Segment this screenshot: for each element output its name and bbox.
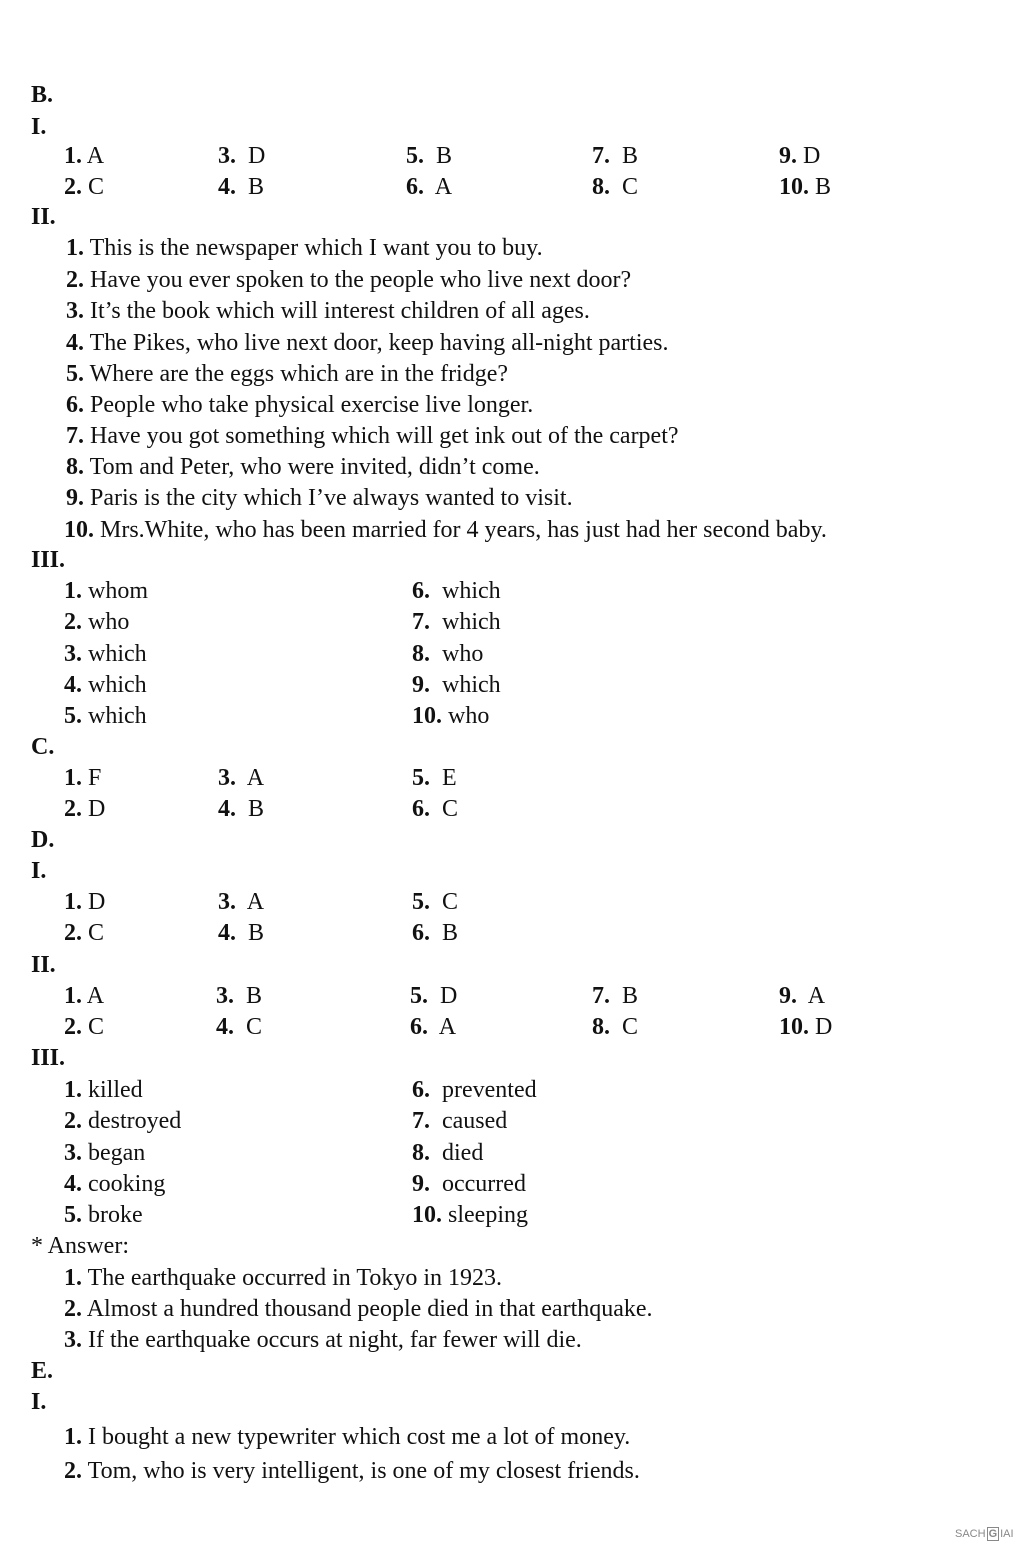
- list-item: 7. caused: [412, 1108, 508, 1134]
- list-item: 2. Tom, who is very intelligent, is one of my closest friends.: [64, 1458, 640, 1484]
- list-item: 1. F: [64, 765, 102, 791]
- list-item: 1. This is the newspaper which I want you to buy.: [66, 235, 543, 261]
- list-item: 2. who: [64, 609, 130, 635]
- list-item: 6. C: [412, 796, 459, 822]
- section-b-ii-heading: II.: [31, 204, 56, 230]
- watermark-prefix: SACH: [955, 1528, 986, 1540]
- list-item: 4. cooking: [64, 1171, 166, 1197]
- section-e-i-heading: I.: [31, 1389, 47, 1415]
- list-item: 2. D: [64, 796, 106, 822]
- answer-heading: * Answer:: [31, 1233, 129, 1259]
- list-item: 5. E: [412, 765, 457, 791]
- list-item: 4. which: [64, 672, 147, 698]
- section-c-heading: C.: [31, 734, 55, 760]
- list-item: 3. A: [218, 889, 265, 915]
- list-item: 8. died: [412, 1140, 484, 1166]
- list-item: 7. which: [412, 609, 501, 635]
- list-item: 6. B: [412, 920, 459, 946]
- list-item: 6. prevented: [412, 1077, 537, 1103]
- list-item: 2. C: [64, 174, 105, 200]
- list-item: 1. I bought a new typewriter which cost me a lot of money.: [64, 1424, 631, 1450]
- list-item: 5. C: [412, 889, 459, 915]
- list-item: 4. C: [216, 1014, 263, 1040]
- list-item: 4. The Pikes, who live next door, keep having all-night parties.: [66, 330, 669, 356]
- watermark-logo: [955, 1527, 1014, 1541]
- list-item: 4. B: [218, 796, 265, 822]
- list-item: 8. C: [592, 174, 639, 200]
- list-item: 3. It’s the book which will interest children of all ages.: [66, 298, 590, 324]
- list-item: 3. B: [216, 983, 263, 1009]
- list-item: 3. A: [218, 765, 265, 791]
- section-d-heading: D.: [31, 827, 55, 853]
- section-b-i-heading: I.: [31, 114, 47, 140]
- list-item: 4. B: [218, 174, 265, 200]
- list-item: 1. A: [64, 143, 105, 169]
- list-item: 5. broke: [64, 1202, 143, 1228]
- watermark-suffix: IAI: [1000, 1528, 1014, 1540]
- list-item: 6. People who take physical exercise live longer.: [66, 392, 534, 418]
- list-item: 1. A: [64, 983, 105, 1009]
- list-item: 2. destroyed: [64, 1108, 182, 1134]
- list-item: 9. A: [779, 983, 826, 1009]
- list-item: 9. D: [779, 143, 821, 169]
- list-item: 1. The earthquake occurred in Tokyo in 1923.: [64, 1265, 502, 1291]
- list-item: 8. C: [592, 1014, 639, 1040]
- section-d-ii-heading: II.: [31, 952, 56, 978]
- list-item: 8. Tom and Peter, who were invited, didn’t come.: [66, 454, 540, 480]
- list-item: 3. If the earthquake occurs at night, far fewer will die.: [64, 1327, 582, 1353]
- list-item: 7. Have you got something which will get ink out of the carpet?: [66, 423, 679, 449]
- list-item: 2. C: [64, 1014, 105, 1040]
- list-item: 3. began: [64, 1140, 146, 1166]
- list-item: 5. Where are the eggs which are in the fridge?: [66, 361, 509, 387]
- list-item: 9. occurred: [412, 1171, 526, 1197]
- list-item: 8. who: [412, 641, 484, 667]
- list-item: 6. which: [412, 578, 501, 604]
- list-item: 10. Mrs.White, who has been married for 4 years, has just had her second baby.: [64, 517, 827, 543]
- list-item: 5. which: [64, 703, 147, 729]
- section-b-heading: B.: [31, 82, 54, 108]
- list-item: 1. killed: [64, 1077, 143, 1103]
- list-item: 1. whom: [64, 578, 148, 604]
- list-item: 10. D: [779, 1014, 833, 1040]
- section-d-iii-heading: III.: [31, 1045, 66, 1071]
- list-item: 10. B: [779, 174, 832, 200]
- list-item: 3. D: [218, 143, 266, 169]
- list-item: 6. A: [406, 174, 453, 200]
- list-item: 7. B: [592, 983, 639, 1009]
- section-b-iii-heading: III.: [31, 547, 66, 573]
- watermark-boxed-letter: G: [988, 1528, 998, 1540]
- list-item: 1. D: [64, 889, 106, 915]
- list-item: 4. B: [218, 920, 265, 946]
- list-item: 2. C: [64, 920, 105, 946]
- list-item: 9. which: [412, 672, 501, 698]
- list-item: 9. Paris is the city which I’ve always wanted to visit.: [66, 485, 573, 511]
- list-item: 5. B: [406, 143, 453, 169]
- list-item: 10. who: [412, 703, 490, 729]
- section-d-i-heading: I.: [31, 858, 47, 884]
- list-item: 10. sleeping: [412, 1202, 528, 1228]
- list-item: 3. which: [64, 641, 147, 667]
- list-item: 2. Have you ever spoken to the people who live next door?: [66, 267, 632, 293]
- list-item: 5. D: [410, 983, 458, 1009]
- list-item: 6. A: [410, 1014, 457, 1040]
- list-item: 2. Almost a hundred thousand people died in that earthquake.: [64, 1296, 653, 1322]
- list-item: 7. B: [592, 143, 639, 169]
- section-e-heading: E.: [31, 1358, 54, 1384]
